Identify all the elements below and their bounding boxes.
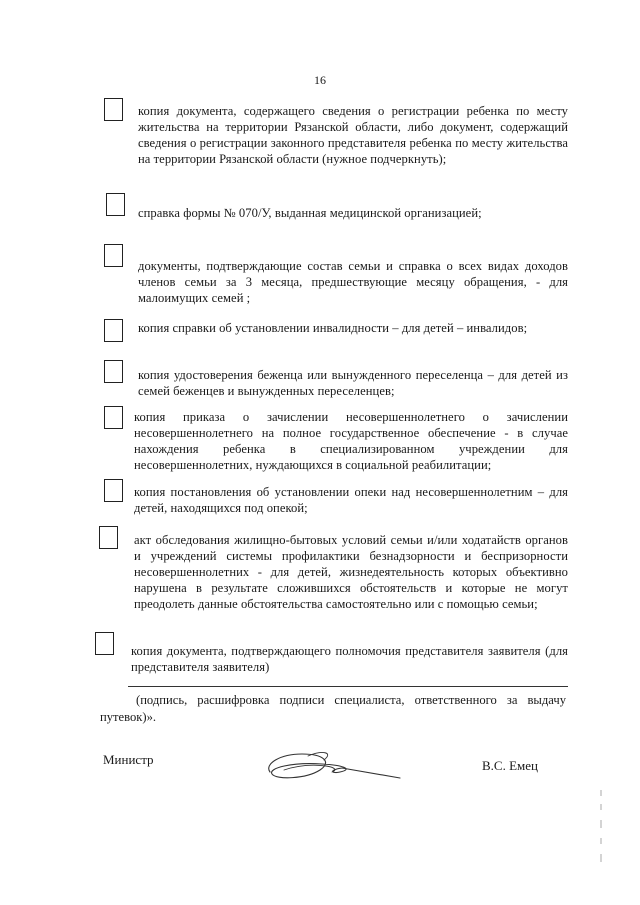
item-text: копия приказа о зачислении несовершеннолетнего о зачислении несовершеннолетнего на полное государственное обеспечение - в случае нахождения ребенка в специализированном учреждении для несовершеннолетних, нуждающихся в социальной реабилитации;: [134, 410, 568, 472]
margin-marks-icon: [597, 790, 605, 870]
item-text: документы, подтверждающие состав семьи и справка о всех видах доходов членов семьи за 3 месяца, предшествующие месяцу обращения, - для малоимущих семей ;: [138, 259, 568, 305]
item-checkbox[interactable]: [104, 360, 123, 383]
minister-title: Министр: [103, 752, 154, 767]
item-text: акт обследования жилищно-бытовых условий семьи и/или ходатайств органов и учреждений системы профилактики безнадзорности и беспризорности несовершеннолетних - для детей, жизнедеятельность которых объективно нарушена в результате сложившихся обстоятельств и которые не могут преодолеть данные обстоятельства самостоятельно или с помощью семьи;: [134, 533, 568, 611]
signature-caption: (подпись, расшифровка подписи специалиста, ответственного за выдачу путевок)».: [100, 693, 566, 724]
signature-line: [128, 686, 568, 687]
item-text: копия удостоверения беженца или вынужденного переселенца – для детей из семей беженцев и вынужденных переселенцев;: [138, 368, 568, 398]
item-text: копия документа, содержащего сведения о регистрации ребенка по месту жительства на территории Рязанской области, либо документ, содержащий сведения о регистрации законного представителя ребенка по месту жительства на территории Рязанской области (нужное подчеркнуть);: [138, 104, 568, 166]
item-text: копия документа, подтверждающего полномочия представителя заявителя (для представителя заявителя): [131, 644, 568, 674]
signature-caption-block: [100, 692, 566, 726]
item-text: копия постановления об установлении опеки над несовершеннолетним – для детей, находящихся под опекой;: [134, 485, 568, 515]
item-checkbox[interactable]: [104, 319, 123, 342]
item-checkbox[interactable]: [99, 526, 118, 549]
item-checkbox[interactable]: [104, 244, 123, 267]
item-checkbox[interactable]: [95, 632, 114, 655]
item-checkbox[interactable]: [104, 406, 123, 429]
item-checkbox[interactable]: [104, 479, 123, 502]
page-number: 16: [314, 73, 326, 87]
item-text: копия справки об установлении инвалидности – для детей – инвалидов;: [138, 321, 528, 335]
item-checkbox[interactable]: [106, 193, 125, 216]
handwritten-signature-icon: [262, 742, 402, 788]
item-checkbox[interactable]: [104, 98, 123, 121]
item-text: справка формы № 070/У, выданная медицинской организацией;: [138, 206, 482, 220]
minister-name: В.С. Емец: [482, 758, 538, 773]
